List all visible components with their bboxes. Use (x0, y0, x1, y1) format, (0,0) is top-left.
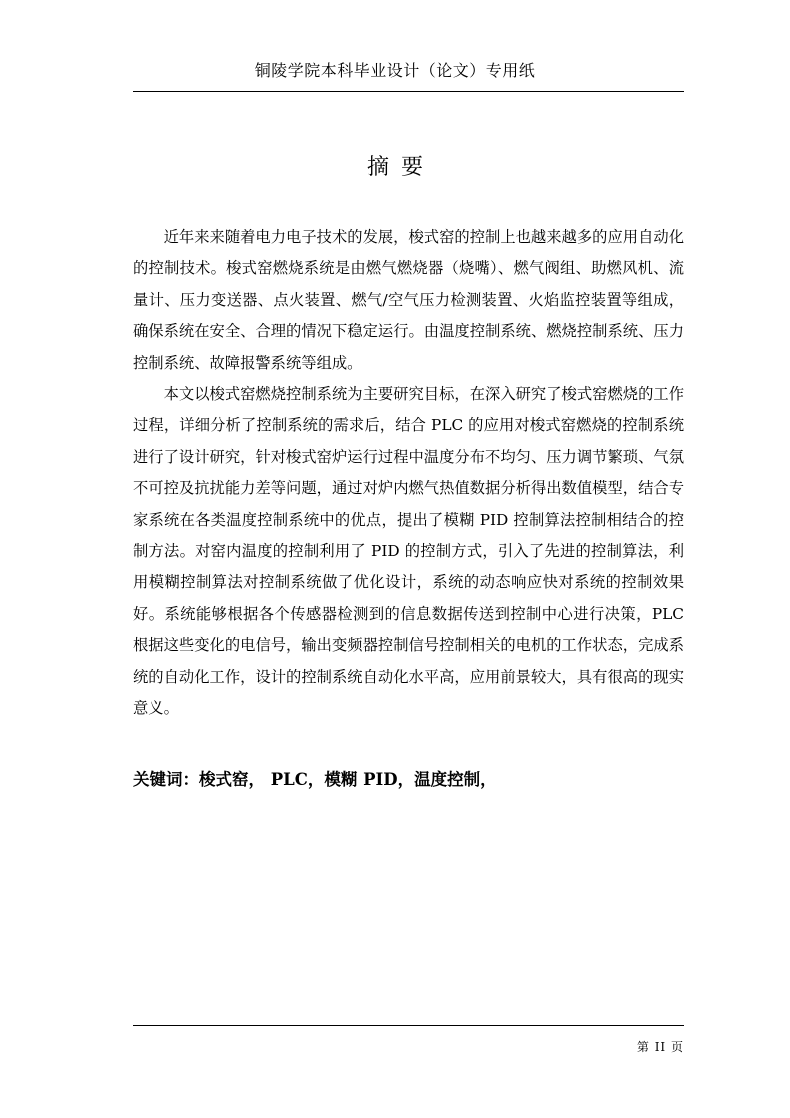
abstract-body (133, 222, 684, 725)
keywords-label: 关键词： (133, 770, 199, 789)
keywords-text: 梭式窑， PLC，模糊 PID，温度控制， (199, 770, 497, 789)
header-divider (133, 91, 684, 92)
abstract-title: 摘要 (366, 155, 435, 180)
running-header: 铜陵学院本科毕业设计（论文）专用纸 (254, 61, 536, 80)
abstract-paragraph-2: 本文以梭式窑燃烧控制系统为主要研究目标，在深入研究了梭式窑燃烧的工作过程，详细分析了控制系统的需求后，结合 PLC 的应用对梭式窑燃烧的控制系统进行了设计研究，针对梭式窑炉运行过程中温度分布不均匀、压力调节繁琐、气氛不可控及抗扰能力差等问题，通过对炉内燃气热值数据分析得出数值模型，结合专家系统在各类温度控制系统中的优点，提出了模糊 PID 控制算法控制相结合的控制方法。对窑内温度的控制利用了 PID 的控制方式，引入了先进的控制算法，利用模糊控制算法对控制系统做了优化设计，系统的动态响应快对系统的控制效果好。系统能够根据各个传感器检测到的信息数据传送到控制中心进行决策，PLC 根据这些变化的电信号，输出变频器控制信号控制相关的电机的工作状态，完成系统的自动化工作，设计的控制系统自动化水平高，应用前景较大，具有很高的现实意义。 (133, 385, 684, 718)
abstract-paragraph-1: 近年来来随着电力电子技术的发展，梭式窑的控制上也越来越多的应用自动化的控制技术。梭式窑燃烧系统是由燃气燃烧器（烧嘴）、燃气阀组、助燃风机、流量计、压力变送器、点火装置、燃气/空气压力检测装置、火焰监控装置等组成，确保系统在安全、合理的情况下稳定运行。由温度控制系统、燃烧控制系统、压力控制系统、故障报警系统等组成。 (133, 228, 684, 372)
keywords-line (133, 766, 684, 794)
page-number: 第 II 页 (636, 1040, 684, 1054)
footer-divider (133, 1025, 684, 1026)
